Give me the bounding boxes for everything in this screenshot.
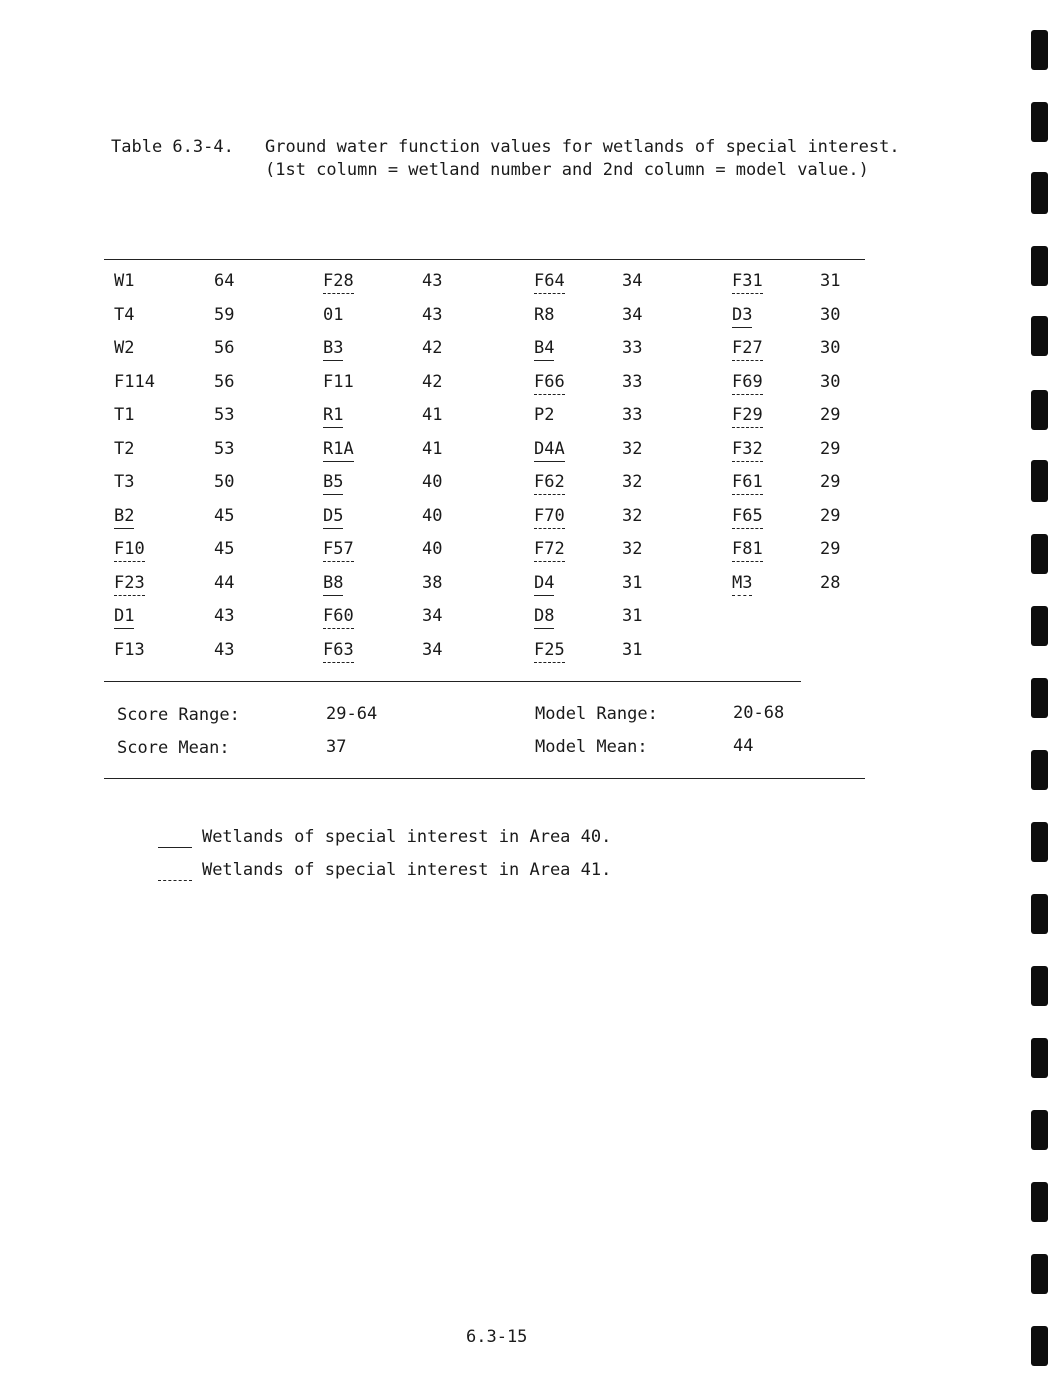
- wetland-id-cell: [732, 270, 763, 294]
- binder-punch-mark: [1031, 1038, 1048, 1078]
- binder-punch-mark: [1031, 1110, 1048, 1150]
- model-value-cell: 28: [820, 573, 841, 593]
- wetland-id-cell: [732, 471, 763, 495]
- model-value-cell: 40: [422, 472, 443, 492]
- binder-punch-mark: [1031, 534, 1048, 574]
- wetland-id-cell: [323, 538, 354, 562]
- dashed-underline-legend-icon: [158, 880, 192, 881]
- model-value-cell: 44: [214, 573, 235, 593]
- binder-punch-mark: [1031, 172, 1048, 214]
- model-value-cell: 31: [622, 640, 643, 660]
- wetland-id: F28: [323, 270, 354, 294]
- model-range-label: Model Range:: [535, 704, 658, 724]
- wetland-id-cell: [114, 605, 134, 629]
- wetland-id-cell: [323, 471, 343, 495]
- wetland-id: T4: [114, 305, 135, 325]
- binder-punch-mark: [1031, 102, 1048, 142]
- wetland-id-cell: [114, 538, 145, 562]
- model-value-cell: 34: [622, 271, 643, 291]
- binder-punch-mark: [1031, 750, 1048, 790]
- wetland-id: F66: [534, 371, 565, 395]
- model-value-cell: 45: [214, 506, 235, 526]
- model-value-cell: 29: [820, 506, 841, 526]
- wetland-id-cell: [534, 639, 565, 663]
- model-mean-label: Model Mean:: [535, 737, 648, 757]
- wetland-id: 01: [323, 305, 344, 325]
- model-value-cell: 33: [622, 372, 643, 392]
- model-value-cell: 29: [820, 439, 841, 459]
- wetland-id: B3: [323, 337, 343, 361]
- wetland-id-cell: [534, 538, 565, 562]
- legend-area-40-text: Wetlands of special interest in Area 40.: [201, 827, 612, 847]
- binder-punch-mark: [1031, 1326, 1048, 1366]
- model-value-cell: 32: [622, 439, 643, 459]
- model-value-cell: 56: [214, 372, 235, 392]
- model-value-cell: 34: [422, 606, 443, 626]
- wetland-id: R8: [534, 305, 555, 325]
- wetland-id-cell: [114, 572, 145, 596]
- model-value-cell: 34: [422, 640, 443, 660]
- wetland-id-cell: [114, 337, 134, 359]
- wetland-id-cell: [732, 505, 763, 529]
- model-value-cell: 40: [422, 506, 443, 526]
- binder-punch-mark: [1031, 390, 1048, 430]
- wetland-id: F25: [534, 639, 565, 663]
- wetland-id: B5: [323, 471, 343, 495]
- binder-punch-mark: [1031, 822, 1048, 862]
- model-value-cell: 42: [422, 338, 443, 358]
- wetland-id: T1: [114, 405, 135, 425]
- legend-area-41: [117, 837, 611, 903]
- wetland-id: F32: [732, 438, 763, 462]
- wetland-id: F70: [534, 505, 565, 529]
- wetland-id-cell: [534, 572, 554, 596]
- wetland-id: F60: [323, 605, 354, 629]
- wetland-id: F61: [732, 471, 763, 495]
- model-value-cell: 42: [422, 372, 443, 392]
- binder-punch-mark: [1031, 246, 1048, 286]
- wetland-id: B4: [534, 337, 554, 361]
- table-caption-text: Ground water function values for wetlands of special interest. (1st column = wetland number and 2nd column = model value.): [265, 137, 900, 180]
- wetland-id-cell: [114, 438, 134, 460]
- wetland-id-cell: [323, 505, 343, 529]
- model-value-cell: 41: [422, 405, 443, 425]
- wetland-id: R1A: [323, 438, 354, 462]
- model-value-cell: 31: [820, 271, 841, 291]
- wetland-id-cell: [534, 505, 565, 529]
- wetland-id: R1: [323, 404, 343, 428]
- wetland-id-cell: [732, 304, 752, 328]
- wetland-id-cell: [323, 438, 354, 462]
- wetland-id: P2: [534, 405, 555, 425]
- wetland-id: F63: [323, 639, 354, 663]
- wetland-id: F114: [114, 372, 155, 392]
- wetland-id-cell: [323, 270, 354, 294]
- model-value-cell: 29: [820, 472, 841, 492]
- wetland-id-cell: [534, 304, 554, 326]
- wetland-id: F31: [732, 270, 763, 294]
- model-value-cell: 64: [214, 271, 235, 291]
- wetland-id: D1: [114, 605, 134, 629]
- table-bottom-rule: [104, 681, 801, 682]
- model-value-cell: 56: [214, 338, 235, 358]
- wetland-id-cell: [323, 605, 354, 629]
- wetland-id: D4: [534, 572, 554, 596]
- model-value-cell: 53: [214, 405, 235, 425]
- wetland-id-cell: [323, 371, 354, 393]
- wetland-id-cell: [732, 337, 763, 361]
- binder-punch-mark: [1031, 966, 1048, 1006]
- binder-punch-mark: [1031, 1182, 1048, 1222]
- table-top-rule: [104, 259, 865, 260]
- wetland-id: F13: [114, 640, 145, 660]
- wetland-id: B2: [114, 505, 134, 529]
- model-value-cell: 53: [214, 439, 235, 459]
- wetland-id: F57: [323, 538, 354, 562]
- wetland-id-cell: [534, 337, 554, 361]
- model-value-cell: 33: [622, 338, 643, 358]
- wetland-id-cell: [732, 438, 763, 462]
- wetland-id: W1: [114, 271, 135, 291]
- model-value-cell: 31: [622, 573, 643, 593]
- wetland-id-cell: [534, 270, 565, 294]
- score-mean-value: 37: [326, 737, 347, 757]
- wetland-id: F69: [732, 371, 763, 395]
- model-value-cell: 31: [622, 606, 643, 626]
- wetland-id-cell: [534, 438, 565, 462]
- binder-punch-mark: [1031, 1254, 1048, 1294]
- wetland-id-cell: [732, 371, 763, 395]
- wetland-id-cell: [732, 538, 763, 562]
- model-value-cell: 43: [214, 606, 235, 626]
- wetland-id-cell: [114, 471, 134, 493]
- summary-bottom-rule: [104, 778, 865, 779]
- wetland-id: F10: [114, 538, 145, 562]
- model-value-cell: 32: [622, 539, 643, 559]
- wetland-id: D4A: [534, 438, 565, 462]
- wetland-id: F65: [732, 505, 763, 529]
- model-value-cell: 50: [214, 472, 235, 492]
- wetland-id-cell: [114, 404, 134, 426]
- model-value-cell: 43: [422, 305, 443, 325]
- wetland-id-cell: [534, 471, 565, 495]
- wetland-id-cell: [534, 404, 554, 426]
- binder-punch-mark: [1031, 678, 1048, 718]
- wetland-id-cell: [114, 371, 155, 393]
- wetland-id-cell: [323, 404, 343, 428]
- wetland-id-cell: [534, 371, 565, 395]
- wetland-id-cell: [323, 337, 343, 361]
- wetland-id-cell: [732, 404, 763, 428]
- binder-punch-mark: [1031, 316, 1048, 356]
- wetland-id: D3: [732, 304, 752, 328]
- table-caption-label: Table 6.3-4.: [111, 137, 234, 157]
- score-range-value: 29-64: [326, 704, 378, 724]
- wetland-id-cell: [114, 505, 134, 529]
- model-value-cell: 32: [622, 506, 643, 526]
- binder-punch-mark: [1031, 606, 1048, 646]
- model-value-cell: 40: [422, 539, 443, 559]
- wetland-id: M3: [732, 572, 752, 596]
- model-range-value: 20-68: [733, 703, 785, 723]
- wetland-id: D8: [534, 605, 554, 629]
- model-value-cell: 29: [820, 539, 841, 559]
- wetland-id: D5: [323, 505, 343, 529]
- wetland-id: F23: [114, 572, 145, 596]
- wetland-id-cell: [323, 304, 343, 326]
- model-value-cell: 41: [422, 439, 443, 459]
- wetland-id-cell: [323, 572, 343, 596]
- model-value-cell: 32: [622, 472, 643, 492]
- model-value-cell: 59: [214, 305, 235, 325]
- model-value-cell: 45: [214, 539, 235, 559]
- model-value-cell: 43: [214, 640, 235, 660]
- model-value-cell: 38: [422, 573, 443, 593]
- wetland-id-cell: [732, 572, 752, 596]
- model-value-cell: 43: [422, 271, 443, 291]
- wetland-id-cell: [114, 304, 134, 326]
- wetland-id: T2: [114, 439, 135, 459]
- binder-punch-mark: [1031, 460, 1048, 502]
- model-value-cell: 33: [622, 405, 643, 425]
- wetland-id-cell: [114, 270, 134, 292]
- wetland-id: F27: [732, 337, 763, 361]
- model-value-cell: 30: [820, 305, 841, 325]
- page-number: 6.3-15: [466, 1327, 528, 1347]
- legend-area-41-text: Wetlands of special interest in Area 41.: [201, 860, 612, 880]
- wetland-id-cell: [114, 639, 145, 661]
- model-mean-value: 44: [733, 736, 754, 756]
- model-value-cell: 29: [820, 405, 841, 425]
- model-value-cell: 34: [622, 305, 643, 325]
- model-value-cell: 30: [820, 338, 841, 358]
- wetland-id-cell: [323, 639, 354, 663]
- wetland-id: F81: [732, 538, 763, 562]
- wetland-id: W2: [114, 338, 135, 358]
- wetland-id: F62: [534, 471, 565, 495]
- wetland-id: F72: [534, 538, 565, 562]
- score-mean-label: Score Mean:: [117, 738, 230, 758]
- model-value-cell: 30: [820, 372, 841, 392]
- score-range-label: Score Range:: [117, 705, 240, 725]
- wetland-id: F64: [534, 270, 565, 294]
- wetland-id: B8: [323, 572, 343, 596]
- binder-punch-mark: [1031, 894, 1048, 934]
- binder-punch-mark: [1031, 30, 1048, 70]
- wetland-id: F29: [732, 404, 763, 428]
- wetland-id: F11: [323, 372, 354, 392]
- wetland-id: T3: [114, 472, 135, 492]
- wetland-id-cell: [534, 605, 554, 629]
